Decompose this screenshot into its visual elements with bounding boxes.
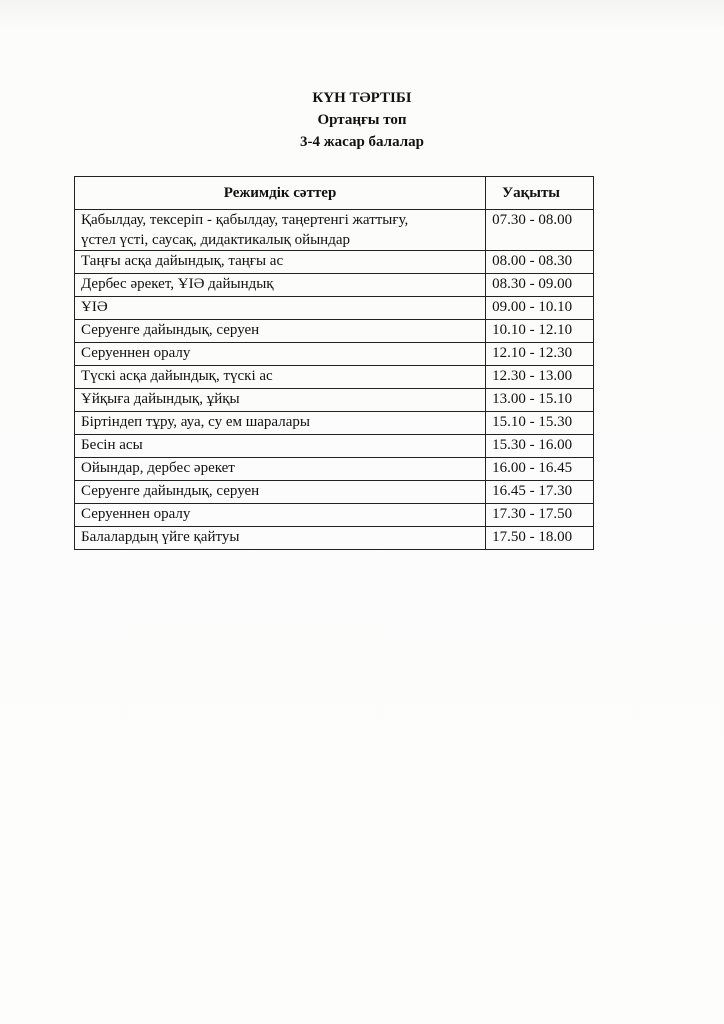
time-cell: 16.00 - 16.45	[486, 458, 594, 481]
table-row	[75, 210, 594, 251]
activity-cell: Түскі асқа дайындық, түскі ас	[75, 366, 486, 389]
time-cell: 15.30 - 16.00	[486, 435, 594, 458]
table-row	[75, 504, 594, 527]
table-header-row	[75, 177, 594, 210]
activity-cell: Дербес әрекет, ҰІӘ дайындық	[75, 274, 486, 297]
table-row	[75, 481, 594, 504]
table-row	[75, 320, 594, 343]
time-cell: 15.10 - 15.30	[486, 412, 594, 435]
document-title: КҮН ТӘРТІБІ	[312, 90, 412, 106]
activity-cell: Ұйқыға дайындық, ұйқы	[75, 389, 486, 412]
table-row	[75, 343, 594, 366]
activity-cell: Бесін асы	[75, 435, 486, 458]
time-cell: 16.45 - 17.30	[486, 481, 594, 504]
time-cell: 08.00 - 08.30	[486, 251, 594, 274]
schedule-table	[74, 176, 594, 550]
document-subtitle: Ортаңғы топ	[317, 112, 407, 128]
activity-cell	[75, 210, 486, 251]
time-cell: 08.30 - 09.00	[486, 274, 594, 297]
age-group-label: 3-4 жасар балалар	[300, 134, 424, 150]
table-row	[75, 527, 594, 550]
activity-cell: Серуеннен оралу	[75, 504, 486, 527]
table-row	[75, 412, 594, 435]
time-cell: 13.00 - 15.10	[486, 389, 594, 412]
table-row	[75, 435, 594, 458]
time-cell: 12.30 - 13.00	[486, 366, 594, 389]
activity-line: Қабылдау, тексеріп - қабылдау, таңертенгі жаттығу,	[81, 212, 409, 228]
time-column-header: Уақыты	[486, 177, 594, 210]
activity-cell: Серуенге дайындық, серуен	[75, 320, 486, 343]
table-row	[75, 389, 594, 412]
activity-cell: Ойындар, дербес әрекет	[75, 458, 486, 481]
time-cell: 17.30 - 17.50	[486, 504, 594, 527]
activity-cell: Балалардың үйге қайтуы	[75, 527, 486, 550]
time-cell: 07.30 - 08.00	[486, 210, 594, 251]
time-cell: 17.50 - 18.00	[486, 527, 594, 550]
activity-cell: Таңғы асқа дайындық, таңғы ас	[75, 251, 486, 274]
table-row	[75, 297, 594, 320]
activity-cell: ҰІӘ	[75, 297, 486, 320]
time-cell: 10.10 - 12.10	[486, 320, 594, 343]
table-row	[75, 274, 594, 297]
activity-cell: Серуеннен оралу	[75, 343, 486, 366]
activity-cell: Серуенге дайындық, серуен	[75, 481, 486, 504]
table-row	[75, 458, 594, 481]
time-cell: 09.00 - 10.10	[486, 297, 594, 320]
activity-column-header: Режимдік сәттер	[75, 177, 486, 210]
table-row	[75, 251, 594, 274]
activity-line: үстел үсті, саусақ, дидактикалық ойындар	[81, 232, 351, 248]
activity-cell: Біртіндеп тұру, ауа, су ем шаралары	[75, 412, 486, 435]
time-cell: 12.10 - 12.30	[486, 343, 594, 366]
table-row	[75, 366, 594, 389]
